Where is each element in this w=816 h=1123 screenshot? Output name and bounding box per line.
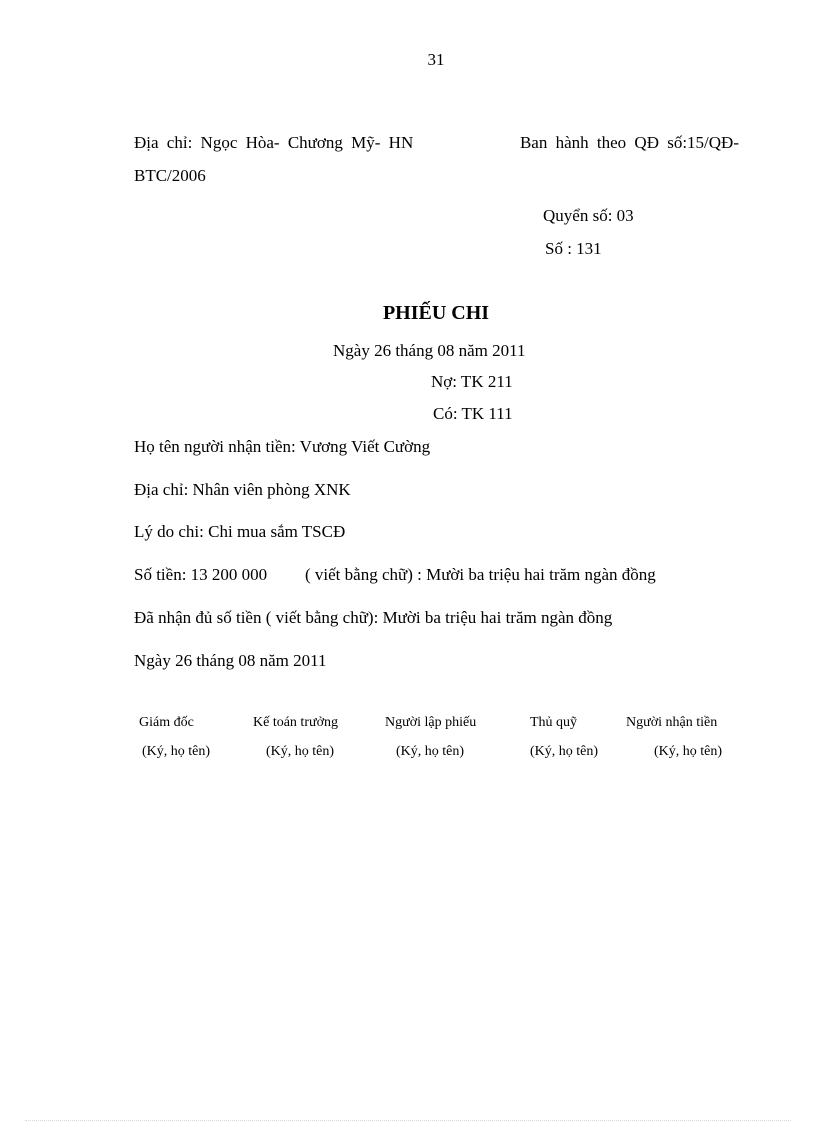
signature-note-preparer: (Ký, họ tên) xyxy=(396,744,465,759)
signature-role-recipient: Người nhận tiền xyxy=(626,715,718,730)
document-date: Ngày 26 tháng 08 năm 2011 xyxy=(333,341,526,360)
page-number: 31 xyxy=(427,50,445,69)
received-amount: Đã nhận đủ số tiền ( viết bằng chữ): Mười ba triệu hai trăm ngàn đồng xyxy=(134,608,613,627)
debit-account: Nợ: TK 211 xyxy=(431,372,513,391)
book-number: Quyển số: 03 xyxy=(543,206,634,225)
signature-role-treasurer: Thủ quỹ xyxy=(530,715,578,730)
signature-note-chief-accountant: (Ký, họ tên) xyxy=(266,744,335,759)
header-line xyxy=(134,133,739,153)
receipt-date: Ngày 26 tháng 08 năm 2011 xyxy=(134,651,327,670)
recipient-name: Họ tên người nhận tiền: Vương Viết Cường xyxy=(134,437,431,456)
voucher-number: Số : 131 xyxy=(545,239,602,258)
signature-note-recipient: (Ký, họ tên) xyxy=(654,744,723,759)
recipient-address: Địa chỉ: Nhân viên phòng XNK xyxy=(134,480,351,499)
credit-account: Có: TK 111 xyxy=(433,404,513,423)
page-bottom-divider xyxy=(25,1120,791,1121)
amount: Số tiền: 13 200 000 xyxy=(134,565,268,584)
amount-in-words: ( viết bằng chữ) : Mười ba triệu hai trăm ngàn đồng xyxy=(305,565,656,584)
signature-role-chief-accountant: Kế toán trưởng xyxy=(253,715,338,730)
payment-reason: Lý do chi: Chi mua sắm TSCĐ xyxy=(134,522,346,541)
signature-note-director: (Ký, họ tên) xyxy=(142,744,211,759)
issued-by: Ban hành theo QĐ số:15/QĐ- xyxy=(519,133,739,152)
issued-by-continued: BTC/2006 xyxy=(134,166,206,185)
signature-note-treasurer: (Ký, họ tên) xyxy=(530,744,599,759)
company-address: Địa chỉ: Ngọc Hòa- Chương Mỹ- HN xyxy=(134,133,414,152)
signature-role-preparer: Người lập phiếu xyxy=(385,715,477,730)
signature-role-director: Giám đốc xyxy=(139,715,194,730)
document-title: PHIẾU CHI xyxy=(382,302,490,324)
